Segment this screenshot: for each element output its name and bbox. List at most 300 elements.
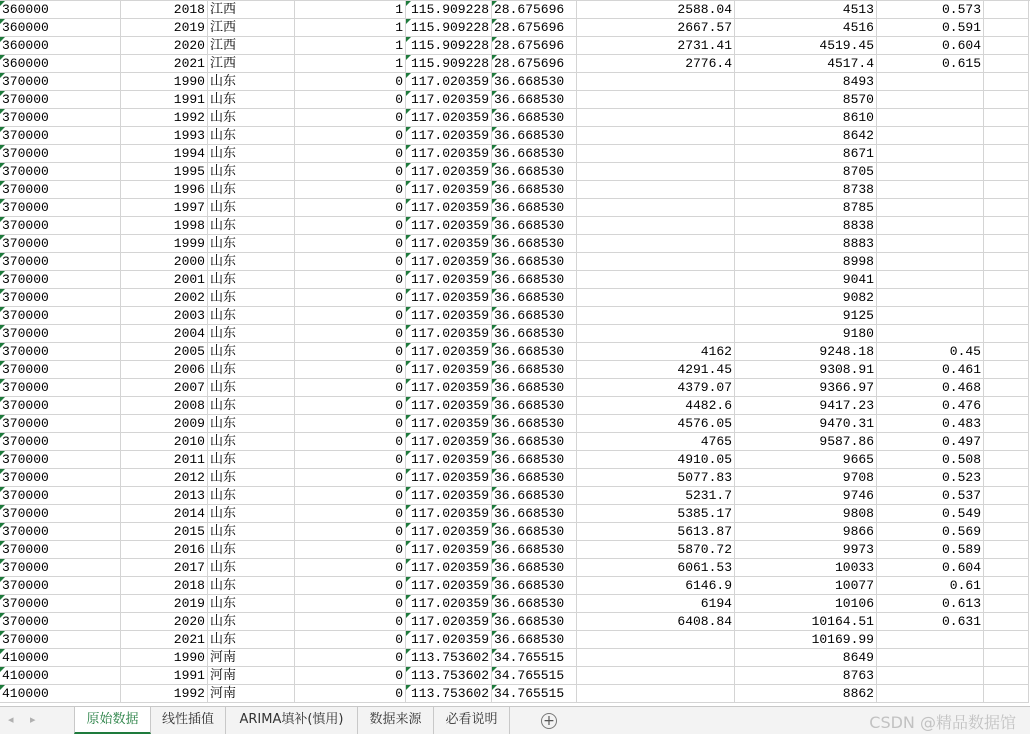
table-cell[interactable]: 36.668530: [492, 379, 577, 397]
table-cell[interactable]: 1999: [121, 235, 208, 253]
table-cell[interactable]: 117.020359: [406, 559, 492, 577]
table-cell[interactable]: 36.668530: [492, 289, 577, 307]
table-cell[interactable]: [577, 145, 735, 163]
table-cell[interactable]: 28.675696: [492, 1, 577, 19]
table-cell[interactable]: [577, 325, 735, 343]
table-cell[interactable]: 370000: [0, 163, 121, 181]
table-cell[interactable]: 10077: [735, 577, 877, 595]
table-cell[interactable]: 8642: [735, 127, 877, 145]
table-cell[interactable]: [984, 361, 1029, 379]
table-cell[interactable]: 9366.97: [735, 379, 877, 397]
table-cell[interactable]: 0.461: [877, 361, 984, 379]
table-cell[interactable]: 370000: [0, 379, 121, 397]
table-cell[interactable]: [577, 667, 735, 685]
table-cell[interactable]: [984, 613, 1029, 631]
table-cell[interactable]: 0: [295, 307, 406, 325]
table-cell[interactable]: 117.020359: [406, 127, 492, 145]
table-cell[interactable]: 6408.84: [577, 613, 735, 631]
table-cell[interactable]: [577, 181, 735, 199]
table-cell[interactable]: 山东: [208, 145, 295, 163]
table-cell[interactable]: 370000: [0, 307, 121, 325]
table-cell[interactable]: 0: [295, 289, 406, 307]
table-cell[interactable]: 0.468: [877, 379, 984, 397]
table-cell[interactable]: 山东: [208, 379, 295, 397]
table-cell[interactable]: [577, 199, 735, 217]
table-cell[interactable]: 9041: [735, 271, 877, 289]
table-cell[interactable]: 0: [295, 361, 406, 379]
table-cell[interactable]: 370000: [0, 631, 121, 649]
table-cell[interactable]: 9708: [735, 469, 877, 487]
table-cell[interactable]: [984, 559, 1029, 577]
table-cell[interactable]: 117.020359: [406, 145, 492, 163]
table-cell[interactable]: 370000: [0, 577, 121, 595]
table-cell[interactable]: 8738: [735, 181, 877, 199]
table-cell[interactable]: [877, 649, 984, 667]
table-cell[interactable]: [984, 271, 1029, 289]
table-cell[interactable]: 1: [295, 1, 406, 19]
table-cell[interactable]: 河南: [208, 685, 295, 703]
table-cell[interactable]: 117.020359: [406, 469, 492, 487]
table-cell[interactable]: 4379.07: [577, 379, 735, 397]
table-cell[interactable]: [984, 379, 1029, 397]
table-cell[interactable]: 0.604: [877, 37, 984, 55]
table-cell[interactable]: 36.668530: [492, 109, 577, 127]
table-cell[interactable]: 370000: [0, 487, 121, 505]
table-cell[interactable]: 1990: [121, 73, 208, 91]
table-cell[interactable]: 36.668530: [492, 415, 577, 433]
table-cell[interactable]: 山东: [208, 235, 295, 253]
table-cell[interactable]: 河南: [208, 649, 295, 667]
table-cell[interactable]: 2001: [121, 271, 208, 289]
table-cell[interactable]: 0.537: [877, 487, 984, 505]
table-cell[interactable]: 1993: [121, 127, 208, 145]
table-cell[interactable]: 36.668530: [492, 505, 577, 523]
table-cell[interactable]: 370000: [0, 433, 121, 451]
table-cell[interactable]: 山东: [208, 595, 295, 613]
table-cell[interactable]: 410000: [0, 685, 121, 703]
table-cell[interactable]: [984, 577, 1029, 595]
table-cell[interactable]: 8649: [735, 649, 877, 667]
tab-linear-interpolation[interactable]: 线性插值: [151, 707, 226, 734]
table-cell[interactable]: 0.604: [877, 559, 984, 577]
table-cell[interactable]: 2588.04: [577, 1, 735, 19]
table-cell[interactable]: [577, 271, 735, 289]
table-cell[interactable]: 360000: [0, 55, 121, 73]
table-cell[interactable]: 4765: [577, 433, 735, 451]
table-cell[interactable]: 0: [295, 415, 406, 433]
table-cell[interactable]: 113.753602: [406, 667, 492, 685]
table-cell[interactable]: [984, 505, 1029, 523]
table-cell[interactable]: 2010: [121, 433, 208, 451]
table-cell[interactable]: 28.675696: [492, 55, 577, 73]
table-cell[interactable]: 117.020359: [406, 433, 492, 451]
table-cell[interactable]: 1: [295, 37, 406, 55]
table-cell[interactable]: [984, 595, 1029, 613]
table-cell[interactable]: 8785: [735, 199, 877, 217]
table-cell[interactable]: 370000: [0, 199, 121, 217]
table-cell[interactable]: [984, 1, 1029, 19]
table-cell[interactable]: 9587.86: [735, 433, 877, 451]
table-cell[interactable]: 34.765515: [492, 685, 577, 703]
table-cell[interactable]: 山东: [208, 361, 295, 379]
table-cell[interactable]: 0: [295, 667, 406, 685]
table-cell[interactable]: 370000: [0, 541, 121, 559]
table-cell[interactable]: 8570: [735, 91, 877, 109]
table-cell[interactable]: 0: [295, 595, 406, 613]
table-cell[interactable]: 370000: [0, 523, 121, 541]
table-cell[interactable]: 115.909228: [406, 1, 492, 19]
table-cell[interactable]: 2016: [121, 541, 208, 559]
table-cell[interactable]: 山东: [208, 613, 295, 631]
table-cell[interactable]: 9808: [735, 505, 877, 523]
table-cell[interactable]: 山东: [208, 217, 295, 235]
table-cell[interactable]: 5231.7: [577, 487, 735, 505]
table-cell[interactable]: 1: [295, 55, 406, 73]
table-cell[interactable]: 0.589: [877, 541, 984, 559]
table-cell[interactable]: [984, 523, 1029, 541]
table-cell[interactable]: [877, 253, 984, 271]
table-cell[interactable]: 36.668530: [492, 487, 577, 505]
table-cell[interactable]: 2018: [121, 577, 208, 595]
table-cell[interactable]: 0: [295, 451, 406, 469]
table-cell[interactable]: 115.909228: [406, 55, 492, 73]
table-cell[interactable]: [984, 145, 1029, 163]
table-cell[interactable]: 117.020359: [406, 253, 492, 271]
table-cell[interactable]: 370000: [0, 235, 121, 253]
table-cell[interactable]: 36.668530: [492, 217, 577, 235]
table-cell[interactable]: 36.668530: [492, 433, 577, 451]
table-cell[interactable]: [984, 415, 1029, 433]
table-cell[interactable]: 117.020359: [406, 415, 492, 433]
table-cell[interactable]: 9308.91: [735, 361, 877, 379]
table-cell[interactable]: 2011: [121, 451, 208, 469]
table-cell[interactable]: 117.020359: [406, 379, 492, 397]
table-cell[interactable]: 2002: [121, 289, 208, 307]
table-cell[interactable]: 河南: [208, 667, 295, 685]
table-cell[interactable]: [984, 433, 1029, 451]
table-cell[interactable]: [984, 649, 1029, 667]
table-cell[interactable]: 370000: [0, 127, 121, 145]
table-cell[interactable]: 370000: [0, 613, 121, 631]
table-cell[interactable]: 36.668530: [492, 145, 577, 163]
table-cell[interactable]: 0: [295, 649, 406, 667]
table-cell[interactable]: 28.675696: [492, 37, 577, 55]
table-cell[interactable]: 10033: [735, 559, 877, 577]
table-cell[interactable]: [984, 37, 1029, 55]
table-cell[interactable]: 117.020359: [406, 199, 492, 217]
table-cell[interactable]: [984, 19, 1029, 37]
table-cell[interactable]: 2006: [121, 361, 208, 379]
table-cell[interactable]: 4516: [735, 19, 877, 37]
table-cell[interactable]: 江西: [208, 19, 295, 37]
table-cell[interactable]: [577, 127, 735, 145]
table-cell[interactable]: 山东: [208, 577, 295, 595]
tab-original-data[interactable]: 原始数据: [74, 707, 151, 734]
table-cell[interactable]: 1996: [121, 181, 208, 199]
table-cell[interactable]: 2007: [121, 379, 208, 397]
table-cell[interactable]: 2019: [121, 19, 208, 37]
table-cell[interactable]: 370000: [0, 343, 121, 361]
table-cell[interactable]: 2019: [121, 595, 208, 613]
table-cell[interactable]: [984, 631, 1029, 649]
table-cell[interactable]: 9746: [735, 487, 877, 505]
table-cell[interactable]: 0: [295, 217, 406, 235]
table-cell[interactable]: 1992: [121, 109, 208, 127]
table-cell[interactable]: 36.668530: [492, 91, 577, 109]
table-cell[interactable]: 117.020359: [406, 109, 492, 127]
table-cell[interactable]: 360000: [0, 37, 121, 55]
table-cell[interactable]: [877, 217, 984, 235]
table-cell[interactable]: 36.668530: [492, 73, 577, 91]
table-cell[interactable]: [984, 109, 1029, 127]
table-cell[interactable]: 0.45: [877, 343, 984, 361]
table-cell[interactable]: 4519.45: [735, 37, 877, 55]
table-cell[interactable]: 410000: [0, 649, 121, 667]
table-cell[interactable]: 山东: [208, 307, 295, 325]
table-cell[interactable]: 江西: [208, 37, 295, 55]
table-cell[interactable]: 0.497: [877, 433, 984, 451]
table-cell[interactable]: 360000: [0, 1, 121, 19]
table-cell[interactable]: 1998: [121, 217, 208, 235]
table-cell[interactable]: 36.668530: [492, 397, 577, 415]
table-cell[interactable]: 36.668530: [492, 577, 577, 595]
table-cell[interactable]: 36.668530: [492, 235, 577, 253]
table-cell[interactable]: 36.668530: [492, 127, 577, 145]
table-cell[interactable]: 1997: [121, 199, 208, 217]
table-cell[interactable]: [984, 343, 1029, 361]
table-cell[interactable]: 36.668530: [492, 451, 577, 469]
table-cell[interactable]: [984, 469, 1029, 487]
table-cell[interactable]: 117.020359: [406, 271, 492, 289]
table-cell[interactable]: 山东: [208, 289, 295, 307]
table-cell[interactable]: 4162: [577, 343, 735, 361]
table-cell[interactable]: 28.675696: [492, 19, 577, 37]
table-cell[interactable]: 0.613: [877, 595, 984, 613]
table-cell[interactable]: 山东: [208, 541, 295, 559]
table-cell[interactable]: 370000: [0, 469, 121, 487]
table-cell[interactable]: 115.909228: [406, 37, 492, 55]
table-cell[interactable]: 0.573: [877, 1, 984, 19]
table-cell[interactable]: 2012: [121, 469, 208, 487]
table-cell[interactable]: 4576.05: [577, 415, 735, 433]
table-cell[interactable]: 山东: [208, 487, 295, 505]
table-cell[interactable]: 370000: [0, 451, 121, 469]
table-cell[interactable]: 1992: [121, 685, 208, 703]
table-cell[interactable]: 9866: [735, 523, 877, 541]
table-cell[interactable]: 8493: [735, 73, 877, 91]
table-cell[interactable]: 山东: [208, 91, 295, 109]
table-cell[interactable]: [984, 307, 1029, 325]
table-cell[interactable]: 36.668530: [492, 523, 577, 541]
table-cell[interactable]: 34.765515: [492, 667, 577, 685]
table-cell[interactable]: 山东: [208, 451, 295, 469]
table-cell[interactable]: 8883: [735, 235, 877, 253]
table-cell[interactable]: 9248.18: [735, 343, 877, 361]
table-cell[interactable]: 2003: [121, 307, 208, 325]
table-cell[interactable]: 10169.99: [735, 631, 877, 649]
table-cell[interactable]: [877, 73, 984, 91]
table-cell[interactable]: 0: [295, 325, 406, 343]
table-cell[interactable]: 山东: [208, 397, 295, 415]
table-cell[interactable]: 6146.9: [577, 577, 735, 595]
table-cell[interactable]: 0.523: [877, 469, 984, 487]
table-cell[interactable]: 山东: [208, 73, 295, 91]
table-cell[interactable]: 34.765515: [492, 649, 577, 667]
table-cell[interactable]: [577, 649, 735, 667]
table-cell[interactable]: 0: [295, 343, 406, 361]
table-cell[interactable]: 36.668530: [492, 253, 577, 271]
table-cell[interactable]: [984, 217, 1029, 235]
table-cell[interactable]: [984, 487, 1029, 505]
table-cell[interactable]: 江西: [208, 1, 295, 19]
table-cell[interactable]: 10164.51: [735, 613, 877, 631]
table-cell[interactable]: 370000: [0, 91, 121, 109]
table-cell[interactable]: [577, 631, 735, 649]
table-cell[interactable]: [984, 541, 1029, 559]
table-cell[interactable]: 36.668530: [492, 559, 577, 577]
table-cell[interactable]: 8705: [735, 163, 877, 181]
table-cell[interactable]: [577, 217, 735, 235]
table-cell[interactable]: [577, 91, 735, 109]
table-cell[interactable]: 4517.4: [735, 55, 877, 73]
table-cell[interactable]: 1991: [121, 91, 208, 109]
table-cell[interactable]: 2018: [121, 1, 208, 19]
table-cell[interactable]: 0: [295, 631, 406, 649]
table-cell[interactable]: 0: [295, 685, 406, 703]
table-cell[interactable]: 9470.31: [735, 415, 877, 433]
table-cell[interactable]: 0.508: [877, 451, 984, 469]
table-cell[interactable]: 山东: [208, 199, 295, 217]
table-cell[interactable]: 117.020359: [406, 523, 492, 541]
table-cell[interactable]: 370000: [0, 271, 121, 289]
table-cell[interactable]: 山东: [208, 163, 295, 181]
table-cell[interactable]: 8610: [735, 109, 877, 127]
table-cell[interactable]: 117.020359: [406, 91, 492, 109]
table-cell[interactable]: 2021: [121, 55, 208, 73]
table-cell[interactable]: 山东: [208, 415, 295, 433]
table-cell[interactable]: [577, 685, 735, 703]
table-cell[interactable]: [984, 685, 1029, 703]
table-cell[interactable]: 8763: [735, 667, 877, 685]
table-cell[interactable]: 0: [295, 199, 406, 217]
table-cell[interactable]: 36.668530: [492, 181, 577, 199]
table-cell[interactable]: [877, 631, 984, 649]
table-cell[interactable]: 0: [295, 397, 406, 415]
table-cell[interactable]: 10106: [735, 595, 877, 613]
table-cell[interactable]: 36.668530: [492, 199, 577, 217]
table-cell[interactable]: [984, 667, 1029, 685]
table-cell[interactable]: 36.668530: [492, 325, 577, 343]
table-cell[interactable]: 410000: [0, 667, 121, 685]
table-cell[interactable]: [877, 199, 984, 217]
table-cell[interactable]: 117.020359: [406, 631, 492, 649]
table-cell[interactable]: 370000: [0, 595, 121, 613]
table-cell[interactable]: 2000: [121, 253, 208, 271]
table-cell[interactable]: 山东: [208, 343, 295, 361]
table-cell[interactable]: 36.668530: [492, 541, 577, 559]
table-cell[interactable]: 117.020359: [406, 451, 492, 469]
table-cell[interactable]: 370000: [0, 559, 121, 577]
table-cell[interactable]: [877, 109, 984, 127]
table-cell[interactable]: 0: [295, 73, 406, 91]
table-cell[interactable]: 115.909228: [406, 19, 492, 37]
table-cell[interactable]: 0.61: [877, 577, 984, 595]
table-cell[interactable]: 0: [295, 505, 406, 523]
table-cell[interactable]: 4513: [735, 1, 877, 19]
table-cell[interactable]: 0: [295, 91, 406, 109]
table-cell[interactable]: [984, 163, 1029, 181]
table-cell[interactable]: 0.591: [877, 19, 984, 37]
table-cell[interactable]: [984, 253, 1029, 271]
table-cell[interactable]: [577, 307, 735, 325]
tab-data-source[interactable]: 数据来源: [358, 707, 434, 734]
table-cell[interactable]: [877, 235, 984, 253]
table-cell[interactable]: 0: [295, 379, 406, 397]
table-cell[interactable]: [984, 55, 1029, 73]
table-cell[interactable]: 0.615: [877, 55, 984, 73]
table-cell[interactable]: 370000: [0, 289, 121, 307]
table-cell[interactable]: 1: [295, 19, 406, 37]
table-cell[interactable]: [577, 109, 735, 127]
table-cell[interactable]: 117.020359: [406, 217, 492, 235]
table-cell[interactable]: 5385.17: [577, 505, 735, 523]
table-cell[interactable]: 山东: [208, 559, 295, 577]
table-cell[interactable]: 117.020359: [406, 163, 492, 181]
table-cell[interactable]: 0: [295, 181, 406, 199]
table-cell[interactable]: 2776.4: [577, 55, 735, 73]
table-cell[interactable]: 117.020359: [406, 343, 492, 361]
table-cell[interactable]: 0.631: [877, 613, 984, 631]
table-cell[interactable]: 117.020359: [406, 541, 492, 559]
tab-arima-fill[interactable]: ARIMA填补(慎用): [226, 707, 358, 734]
table-cell[interactable]: 8862: [735, 685, 877, 703]
table-cell[interactable]: [877, 145, 984, 163]
table-cell[interactable]: [577, 235, 735, 253]
table-cell[interactable]: 0.569: [877, 523, 984, 541]
table-cell[interactable]: [877, 325, 984, 343]
table-cell[interactable]: 370000: [0, 181, 121, 199]
table-cell[interactable]: 0: [295, 433, 406, 451]
table-cell[interactable]: 113.753602: [406, 649, 492, 667]
table-cell[interactable]: 0.483: [877, 415, 984, 433]
table-cell[interactable]: 4910.05: [577, 451, 735, 469]
table-cell[interactable]: 4291.45: [577, 361, 735, 379]
table-cell[interactable]: 8671: [735, 145, 877, 163]
table-cell[interactable]: 0.549: [877, 505, 984, 523]
table-cell[interactable]: 2004: [121, 325, 208, 343]
table-cell[interactable]: 山东: [208, 325, 295, 343]
table-cell[interactable]: 370000: [0, 145, 121, 163]
table-cell[interactable]: [577, 253, 735, 271]
table-cell[interactable]: 9417.23: [735, 397, 877, 415]
table-cell[interactable]: [984, 235, 1029, 253]
table-cell[interactable]: 5870.72: [577, 541, 735, 559]
table-cell[interactable]: 117.020359: [406, 307, 492, 325]
table-cell[interactable]: 6194: [577, 595, 735, 613]
table-cell[interactable]: [577, 73, 735, 91]
table-cell[interactable]: [984, 91, 1029, 109]
table-cell[interactable]: 2667.57: [577, 19, 735, 37]
table-cell[interactable]: [877, 181, 984, 199]
table-cell[interactable]: 360000: [0, 19, 121, 37]
table-cell[interactable]: 0: [295, 163, 406, 181]
table-cell[interactable]: 117.020359: [406, 505, 492, 523]
table-cell[interactable]: 36.668530: [492, 163, 577, 181]
table-cell[interactable]: 370000: [0, 361, 121, 379]
table-cell[interactable]: 36.668530: [492, 271, 577, 289]
table-cell[interactable]: 0: [295, 145, 406, 163]
table-cell[interactable]: 2017: [121, 559, 208, 577]
